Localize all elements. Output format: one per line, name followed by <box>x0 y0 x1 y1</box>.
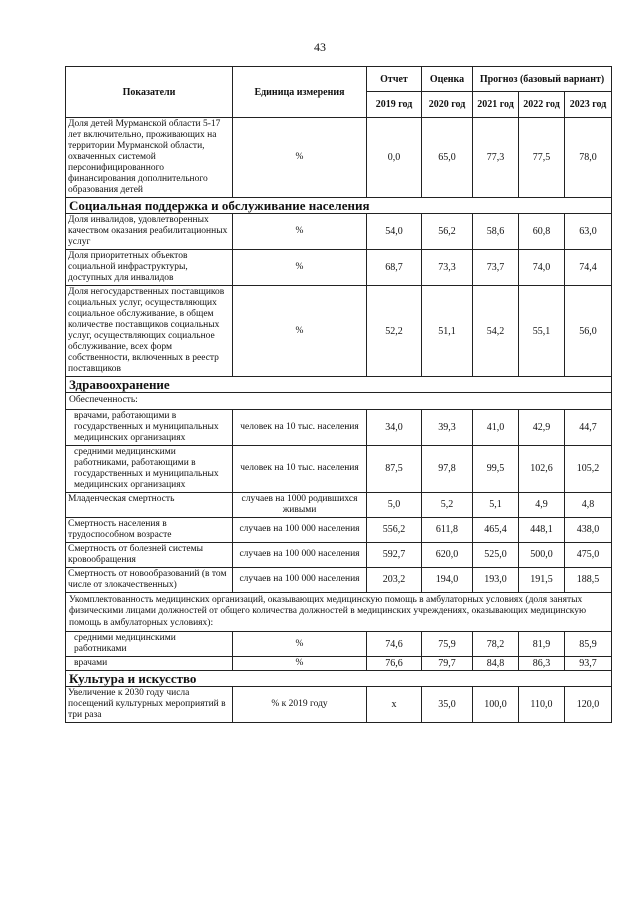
section-title: Социальная поддержка и обслуживание населения <box>66 198 612 214</box>
value-2022-cell: 110,0 <box>519 687 565 723</box>
value-2019-cell: 203,2 <box>367 567 422 592</box>
section-row <box>66 377 612 393</box>
value-2019-cell: 5,0 <box>367 492 422 517</box>
indicator-cell: Доля приоритетных объектов социальной инфраструктуры, доступных для инвалидов <box>66 250 233 286</box>
unit-cell: % <box>233 214 367 250</box>
table-row <box>66 214 612 250</box>
value-2020-cell: 620,0 <box>422 542 473 567</box>
header-indicators: Показатели <box>66 67 233 118</box>
value-2022-cell: 81,9 <box>519 632 565 657</box>
table-row <box>66 542 612 567</box>
value-2022-cell: 191,5 <box>519 567 565 592</box>
unit-cell: случаев на 1000 родившихся живыми <box>233 492 367 517</box>
value-2020-cell: 194,0 <box>422 567 473 592</box>
value-2022-cell: 55,1 <box>519 286 565 377</box>
indicator-cell: Смертность от новообразований (в том числе от злокачественных) <box>66 567 233 592</box>
indicator-cell: Младенческая смертность <box>66 492 233 517</box>
value-2023-cell: 74,4 <box>565 250 612 286</box>
value-2020-cell: 611,8 <box>422 517 473 542</box>
value-2020-cell: 75,9 <box>422 632 473 657</box>
value-2021-cell: 58,6 <box>473 214 519 250</box>
value-2020-cell: 5,2 <box>422 492 473 517</box>
unit-cell: случаев на 100 000 населения <box>233 517 367 542</box>
table-row <box>66 409 612 445</box>
value-2022-cell: 77,5 <box>519 118 565 198</box>
table-body <box>66 118 612 723</box>
table-row <box>66 632 612 657</box>
table-row <box>66 567 612 592</box>
value-2020-cell: 51,1 <box>422 286 473 377</box>
indicators-table <box>65 66 612 723</box>
indicator-cell: средними медицинскими работниками <box>66 632 233 657</box>
table-row <box>66 687 612 723</box>
header-year-2020: 2020 год <box>422 92 473 118</box>
value-2019-cell: 54,0 <box>367 214 422 250</box>
header-year-2019: 2019 год <box>367 92 422 118</box>
value-2019-cell: 592,7 <box>367 542 422 567</box>
indicator-cell: Доля негосударственных поставщиков социальных услуг, осуществляющих социальное обслуживание, в общем количестве поставщиков социальных услуг, осуществляющих социальное обслуживание, всех форм собственности, включенных в реестр поставщиков <box>66 286 233 377</box>
value-2020-cell: 56,2 <box>422 214 473 250</box>
value-2020-cell: 35,0 <box>422 687 473 723</box>
value-2019-cell: 87,5 <box>367 445 422 492</box>
unit-cell: % <box>233 250 367 286</box>
unit-cell: случаев на 100 000 населения <box>233 542 367 567</box>
value-2021-cell: 99,5 <box>473 445 519 492</box>
value-2022-cell: 42,9 <box>519 409 565 445</box>
value-2023-cell: 44,7 <box>565 409 612 445</box>
value-2021-cell: 54,2 <box>473 286 519 377</box>
indicator-cell: средними медицинскими работниками, работающими в государственных и муниципальных медицинских организациях <box>66 445 233 492</box>
indicator-cell: врачами, работающими в государственных и муниципальных медицинских организациях <box>66 409 233 445</box>
unit-cell: человек на 10 тыс. населения <box>233 445 367 492</box>
value-2023-cell: 4,8 <box>565 492 612 517</box>
value-2020-cell: 97,8 <box>422 445 473 492</box>
unit-cell: человек на 10 тыс. населения <box>233 409 367 445</box>
value-2020-cell: 73,3 <box>422 250 473 286</box>
section-row <box>66 671 612 687</box>
value-2019-cell: 34,0 <box>367 409 422 445</box>
value-2020-cell: 79,7 <box>422 657 473 671</box>
table-row <box>66 657 612 671</box>
indicator-cell: Доля детей Мурманской области 5-17 лет включительно, проживающих на территории Мурманской области, охваченных системой персонифицированного финансирования дополнительного образования детей <box>66 118 233 198</box>
value-2019-cell: 52,2 <box>367 286 422 377</box>
unit-cell: % <box>233 118 367 198</box>
value-2019-cell: 76,6 <box>367 657 422 671</box>
value-2022-cell: 60,8 <box>519 214 565 250</box>
table-row <box>66 286 612 377</box>
value-2019-cell: 0,0 <box>367 118 422 198</box>
header-year-2022: 2022 год <box>519 92 565 118</box>
value-2021-cell: 100,0 <box>473 687 519 723</box>
header-year-2023: 2023 год <box>565 92 612 118</box>
value-2022-cell: 4,9 <box>519 492 565 517</box>
header-year-2021: 2021 год <box>473 92 519 118</box>
indicator-cell: Смертность населения в трудоспособном возрасте <box>66 517 233 542</box>
value-2021-cell: 77,3 <box>473 118 519 198</box>
unit-cell: % <box>233 657 367 671</box>
value-2019-cell: 74,6 <box>367 632 422 657</box>
value-2021-cell: 525,0 <box>473 542 519 567</box>
header-estimate: Оценка <box>422 67 473 92</box>
value-2021-cell: 5,1 <box>473 492 519 517</box>
note-row <box>66 393 612 410</box>
value-2021-cell: 78,2 <box>473 632 519 657</box>
section-title: Здравоохранение <box>66 377 612 393</box>
value-2023-cell: 475,0 <box>565 542 612 567</box>
value-2019-cell: 68,7 <box>367 250 422 286</box>
value-2019-cell: х <box>367 687 422 723</box>
value-2021-cell: 84,8 <box>473 657 519 671</box>
value-2023-cell: 93,7 <box>565 657 612 671</box>
unit-cell: % <box>233 632 367 657</box>
value-2023-cell: 105,2 <box>565 445 612 492</box>
value-2023-cell: 63,0 <box>565 214 612 250</box>
header-unit: Единица измерения <box>233 67 367 118</box>
indicator-cell: Увеличение к 2030 году числа посещений культурных мероприятий в три раза <box>66 687 233 723</box>
value-2021-cell: 193,0 <box>473 567 519 592</box>
value-2023-cell: 85,9 <box>565 632 612 657</box>
value-2021-cell: 73,7 <box>473 250 519 286</box>
value-2023-cell: 438,0 <box>565 517 612 542</box>
section-title: Культура и искусство <box>66 671 612 687</box>
note-text: Укомплектованность медицинских организаций, оказывающих медицинскую помощь в амбулаторных условиях (доля занятых физическими лицами должностей от общего количества должностей в медицинских учреждениях, оказывающих медицинскую помощь в амбулаторных условиях): <box>66 592 612 632</box>
value-2021-cell: 41,0 <box>473 409 519 445</box>
value-2023-cell: 56,0 <box>565 286 612 377</box>
header-forecast: Прогноз (базовый вариант) <box>473 67 612 92</box>
section-row <box>66 198 612 214</box>
value-2021-cell: 465,4 <box>473 517 519 542</box>
header-report: Отчет <box>367 67 422 92</box>
page-number: 43 <box>314 40 326 54</box>
value-2023-cell: 120,0 <box>565 687 612 723</box>
value-2022-cell: 74,0 <box>519 250 565 286</box>
value-2023-cell: 78,0 <box>565 118 612 198</box>
table-row <box>66 517 612 542</box>
table-row <box>66 118 612 198</box>
value-2022-cell: 102,6 <box>519 445 565 492</box>
value-2022-cell: 448,1 <box>519 517 565 542</box>
table-row <box>66 492 612 517</box>
unit-cell: % к 2019 году <box>233 687 367 723</box>
note-row <box>66 592 612 632</box>
value-2020-cell: 39,3 <box>422 409 473 445</box>
indicator-cell: Смертность от болезней системы кровообращения <box>66 542 233 567</box>
unit-cell: случаев на 100 000 населения <box>233 567 367 592</box>
table-row <box>66 445 612 492</box>
unit-cell: % <box>233 286 367 377</box>
table-row <box>66 250 612 286</box>
value-2022-cell: 86,3 <box>519 657 565 671</box>
value-2023-cell: 188,5 <box>565 567 612 592</box>
note-text: Обеспеченность: <box>66 393 612 410</box>
value-2020-cell: 65,0 <box>422 118 473 198</box>
value-2022-cell: 500,0 <box>519 542 565 567</box>
indicator-cell: Доля инвалидов, удовлетворенных качеством оказания реабилитационных услуг <box>66 214 233 250</box>
value-2019-cell: 556,2 <box>367 517 422 542</box>
indicator-cell: врачами <box>66 657 233 671</box>
